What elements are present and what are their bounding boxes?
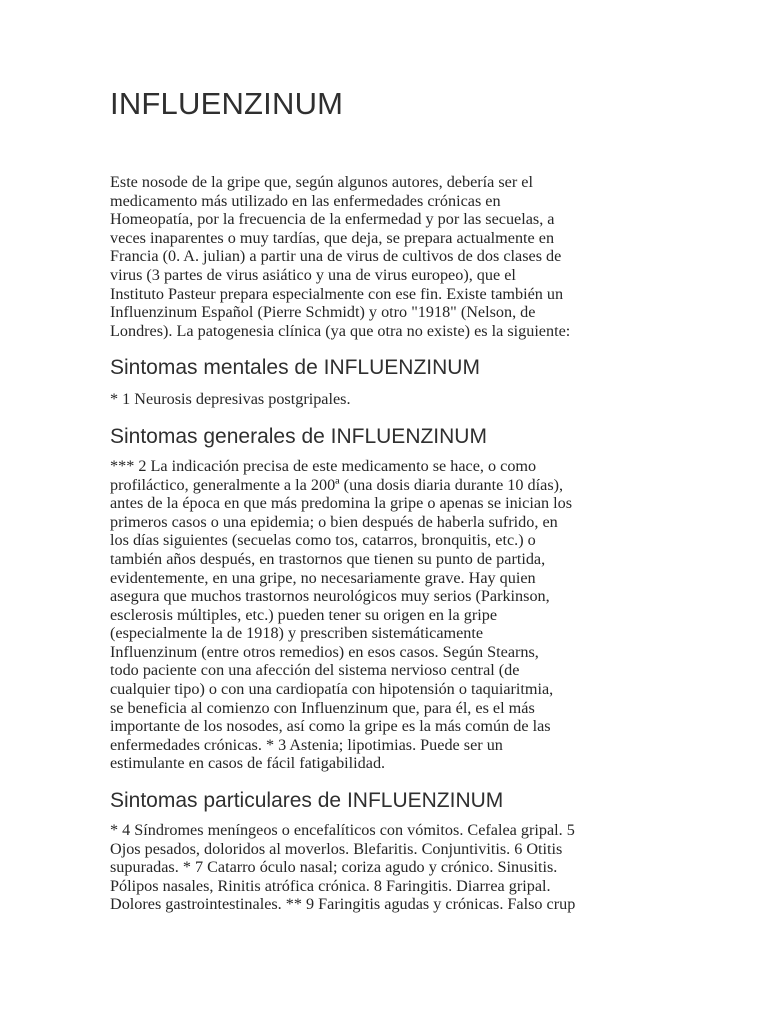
section-heading-generales: Sintomas generales de INFLUENZINUM — [110, 424, 487, 448]
section-text-mentales: * 1 Neurosis depresivas postgripales. — [110, 390, 351, 409]
section-text-particulares: * 4 Síndromes meníngeos o encefalíticos con vómitos. Cefalea gripal. 5 Ojos pesados, doloridos al moverlos. Blefaritis. Conjuntivitis. 6 Otitis supuradas. * 7 Catarro óculo nasal; coriza agudo y crónico. Sinusitis. Pólipos nasales, Rinitis atrófica crónica. 8 Faringitis. Diarrea gripal. Dolores gastrointestinales. ** 9 Faringitis agudas y crónicas. Falso crup — [110, 821, 576, 914]
document-title: INFLUENZINUM — [110, 86, 344, 121]
intro-paragraph: Este nosode de la gripe que, según algunos autores, debería ser el medicamento más utilizado en las enfermedades crónicas en Homeopatía, por la frecuencia de la enfermedad y por las secuelas, a veces inaparentes o muy tardías, que deja, se prepara actualmente en Francia (0. A. julian) a partir una de virus de cultivos de dos clases de virus (3 partes de virus asiático y una de virus europeo), que el Instituto Pasteur prepara especialmente con ese fin. Existe también un Influenzinum Español (Pierre Schmidt) y otro "1918" (Nelson, de Londres). La patogenesia clínica (ya que otra no existe) es la siguiente: — [110, 173, 571, 340]
section-heading-mentales: Sintomas mentales de INFLUENZINUM — [110, 356, 480, 380]
section-heading-particulares: Sintomas particulares de INFLUENZINUM — [110, 789, 504, 813]
section-text-generales: *** 2 La indicación precisa de este medicamento se hace, o como profiláctico, generalmente a la 200ª (una dosis diaria durante 10 días), antes de la época en que más predomina la gripe o apenas se inician los primeros casos o una epidemia; o bien después de haberla sufrido, en los días siguientes (secuelas como tos, catarros, bronquitis, etc.) o también años después, en trastornos que tienen su punto de partida, evidentemente, en una gripe, no necesariamente grave. Hay quien asegura que muchos trastornos neurológicos muy serios (Parkinson, esclerosis múltiples, etc.) pueden tener su origen en la gripe (especialmente la de 1918) y prescriben sistemáticamente Influenzinum (entre otros remedios) en esos casos. Según Stearns, todo paciente con una afección del sistema nervioso central (de cualquier tipo) o con una cardiopatía con hipotensión o taquiaritmia, se beneficia al comienzo con Influenzinum que, para él, es el más importante de los nosodes, así como la gripe es la más común de las enfermedades crónicas. * 3 Astenia; lipotimias. Puede ser un estimulante en casos de fácil fatigabilidad. — [110, 456, 573, 773]
document-page — [110, 84, 660, 914]
